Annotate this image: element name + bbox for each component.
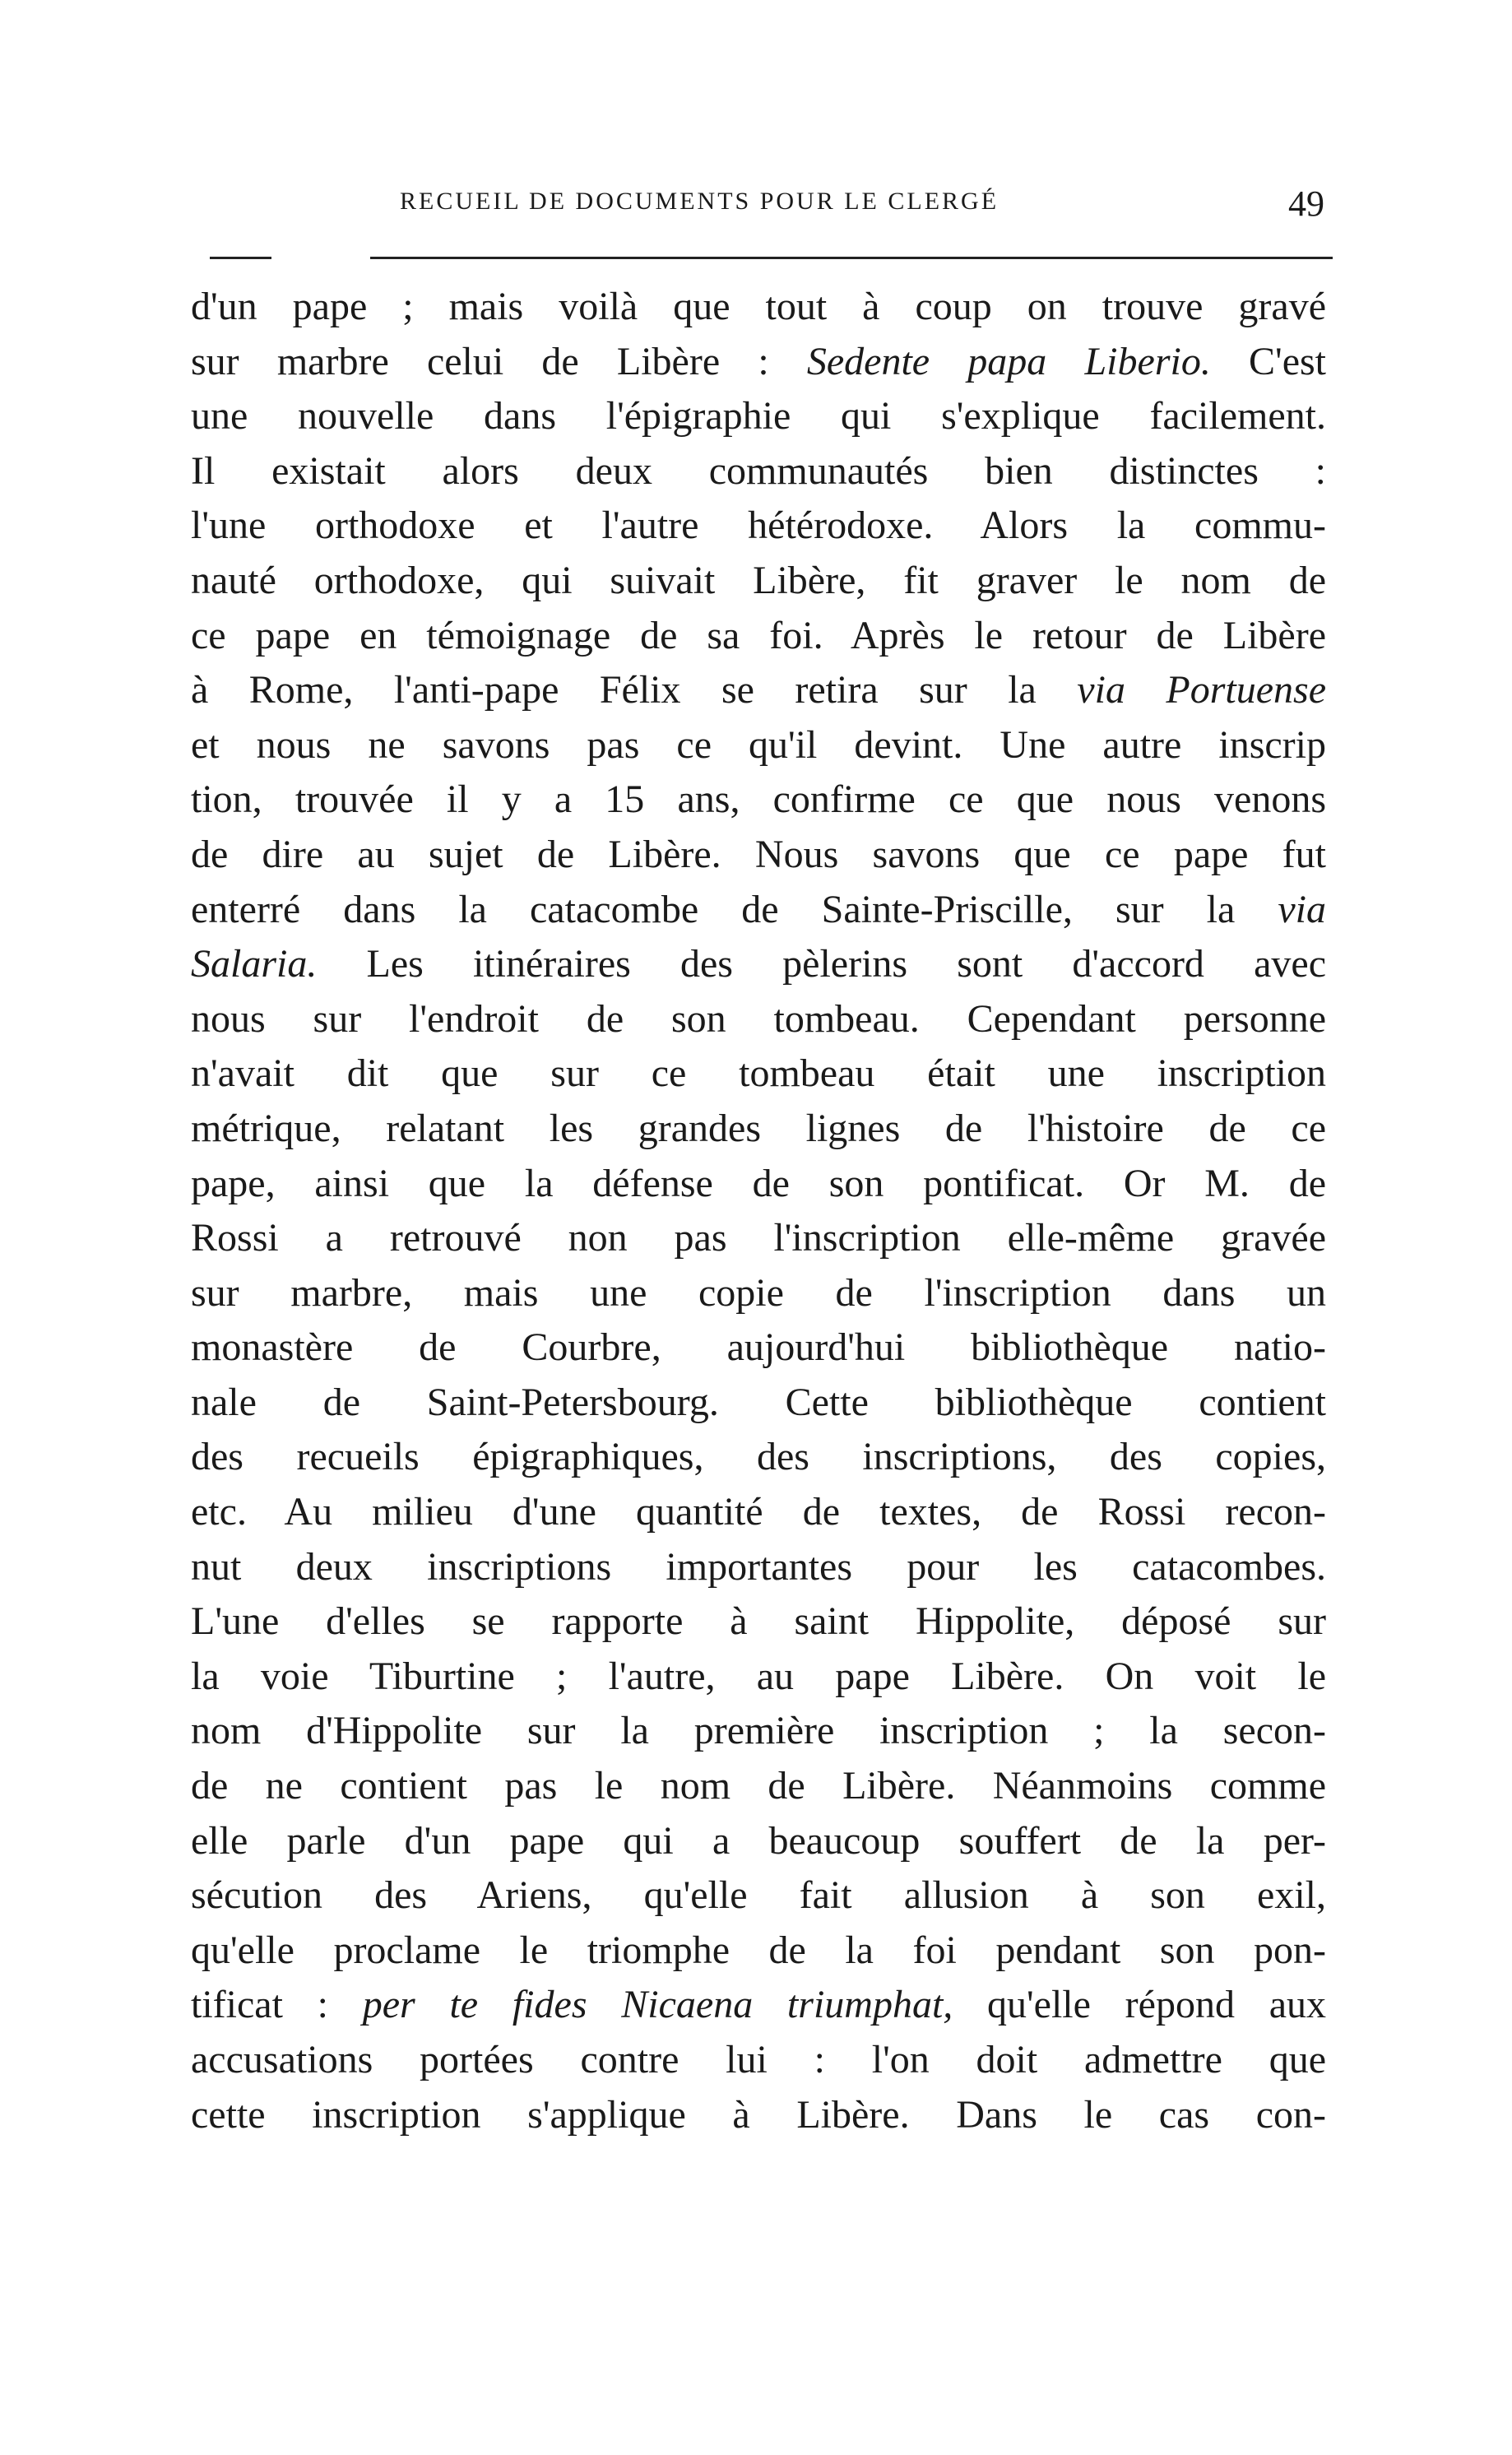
text-segment: enterré dans la catacombe de Sainte-Priscille, sur la — [191, 887, 1278, 931]
text-line: n'avait dit que sur ce tombeau était une inscription — [191, 1051, 1326, 1096]
header-rule — [210, 257, 1333, 259]
text-line: ce pape en témoignage de sa foi. Après le retour de Libère — [191, 613, 1326, 657]
text-line: de ne contient pas le nom de Libère. Néanmoins comme — [191, 1764, 1326, 1808]
italic-phrase: per te fides Nicaena triumphat, — [362, 1983, 953, 2027]
text-segment: C'est — [1210, 339, 1327, 383]
text-line: tion, trouvée il y a 15 ans, confirme ce que nous venons — [191, 777, 1326, 822]
text-line: sécution des Ariens, qu'elle fait allusion à son exil, — [191, 1873, 1326, 1918]
header-rule-gap — [271, 253, 370, 262]
text-line: l'une orthodoxe et l'autre hétérodoxe. Alors la commu- — [191, 504, 1326, 548]
text-segment: Les itinéraires des pèlerins sont d'accord avec — [317, 942, 1326, 986]
text-line: une nouvelle dans l'épigraphie qui s'explique facilement. — [191, 394, 1326, 439]
text-line: et nous ne savons pas ce qu'il devint. Une autre inscrip — [191, 722, 1326, 767]
text-line — [191, 1978, 1326, 2033]
text-line: d'un pape ; mais voilà que tout à coup on trouve gravé — [191, 285, 1326, 328]
italic-phrase: via Portuense — [1077, 668, 1327, 712]
text-line: pape, ainsi que la défense de son pontificat. Or M. de — [191, 1161, 1326, 1205]
text-line: nom d'Hippolite sur la première inscription ; la secon- — [191, 1709, 1326, 1753]
text-line: Rossi a retrouvé non pas l'inscription elle-même gravée — [191, 1216, 1326, 1260]
text-segment: qu'elle répond aux — [953, 1983, 1327, 2027]
text-line: nous sur l'endroit de son tombeau. Cependant personne — [191, 996, 1326, 1041]
text-line — [191, 335, 1326, 390]
text-line: elle parle d'un pape qui a beaucoup souffert de la per- — [191, 1818, 1326, 1863]
text-line: Il existait alors deux communautés bien distinctes : — [191, 448, 1326, 493]
text-line — [191, 883, 1326, 938]
running-header — [189, 183, 1324, 237]
text-line: métrique, relatant les grandes lignes de l'histoire de ce — [191, 1106, 1326, 1150]
text-line: sur marbre, mais une copie de l'inscription dans un — [191, 1270, 1326, 1315]
running-title: RECUEIL DE DOCUMENTS POUR LE CLERGÉ — [400, 188, 999, 215]
text-segment: tificat : — [191, 1983, 363, 2027]
italic-phrase: Salaria. — [191, 942, 318, 986]
text-line: monastère de Courbre, aujourd'hui bibliothèque natio- — [191, 1325, 1326, 1370]
text-line: cette inscription s'applique à Libère. Dans le cas con- — [191, 2092, 1326, 2137]
text-line: etc. Au milieu d'une quantité de textes, de Rossi recon- — [191, 1490, 1326, 1534]
text-line: nale de Saint-Petersbourg. Cette bibliothèque contient — [191, 1380, 1326, 1424]
text-line: la voie Tiburtine ; l'autre, au pape Libère. On voit le — [191, 1654, 1326, 1698]
text-segment: à Rome, l'anti-pape Félix se retira sur la — [191, 668, 1078, 712]
italic-phrase: Sedente papa Liberio. — [806, 339, 1211, 383]
body-text — [191, 280, 1326, 2142]
text-line: accusations portées contre lui : l'on doit admettre que — [191, 2038, 1326, 2081]
text-line: de dire au sujet de Libère. Nous savons que ce pape fut — [191, 832, 1326, 876]
text-line — [191, 937, 1326, 992]
text-line: nauté orthodoxe, qui suivait Libère, fit graver le nom de — [191, 558, 1326, 602]
page-number: 49 — [1288, 183, 1324, 224]
text-line: nut deux inscriptions importantes pour les catacombes. — [191, 1544, 1326, 1589]
text-line: qu'elle proclame le triomphe de la foi pendant son pon- — [191, 1928, 1326, 1972]
text-line: des recueils épigraphiques, des inscriptions, des copies, — [191, 1435, 1326, 1479]
text-line: L'une d'elles se rapporte à saint Hippolite, déposé sur — [191, 1599, 1326, 1644]
text-segment: sur marbre celui de Libère : — [191, 339, 807, 383]
text-line — [191, 663, 1326, 718]
italic-phrase: via — [1278, 887, 1326, 931]
